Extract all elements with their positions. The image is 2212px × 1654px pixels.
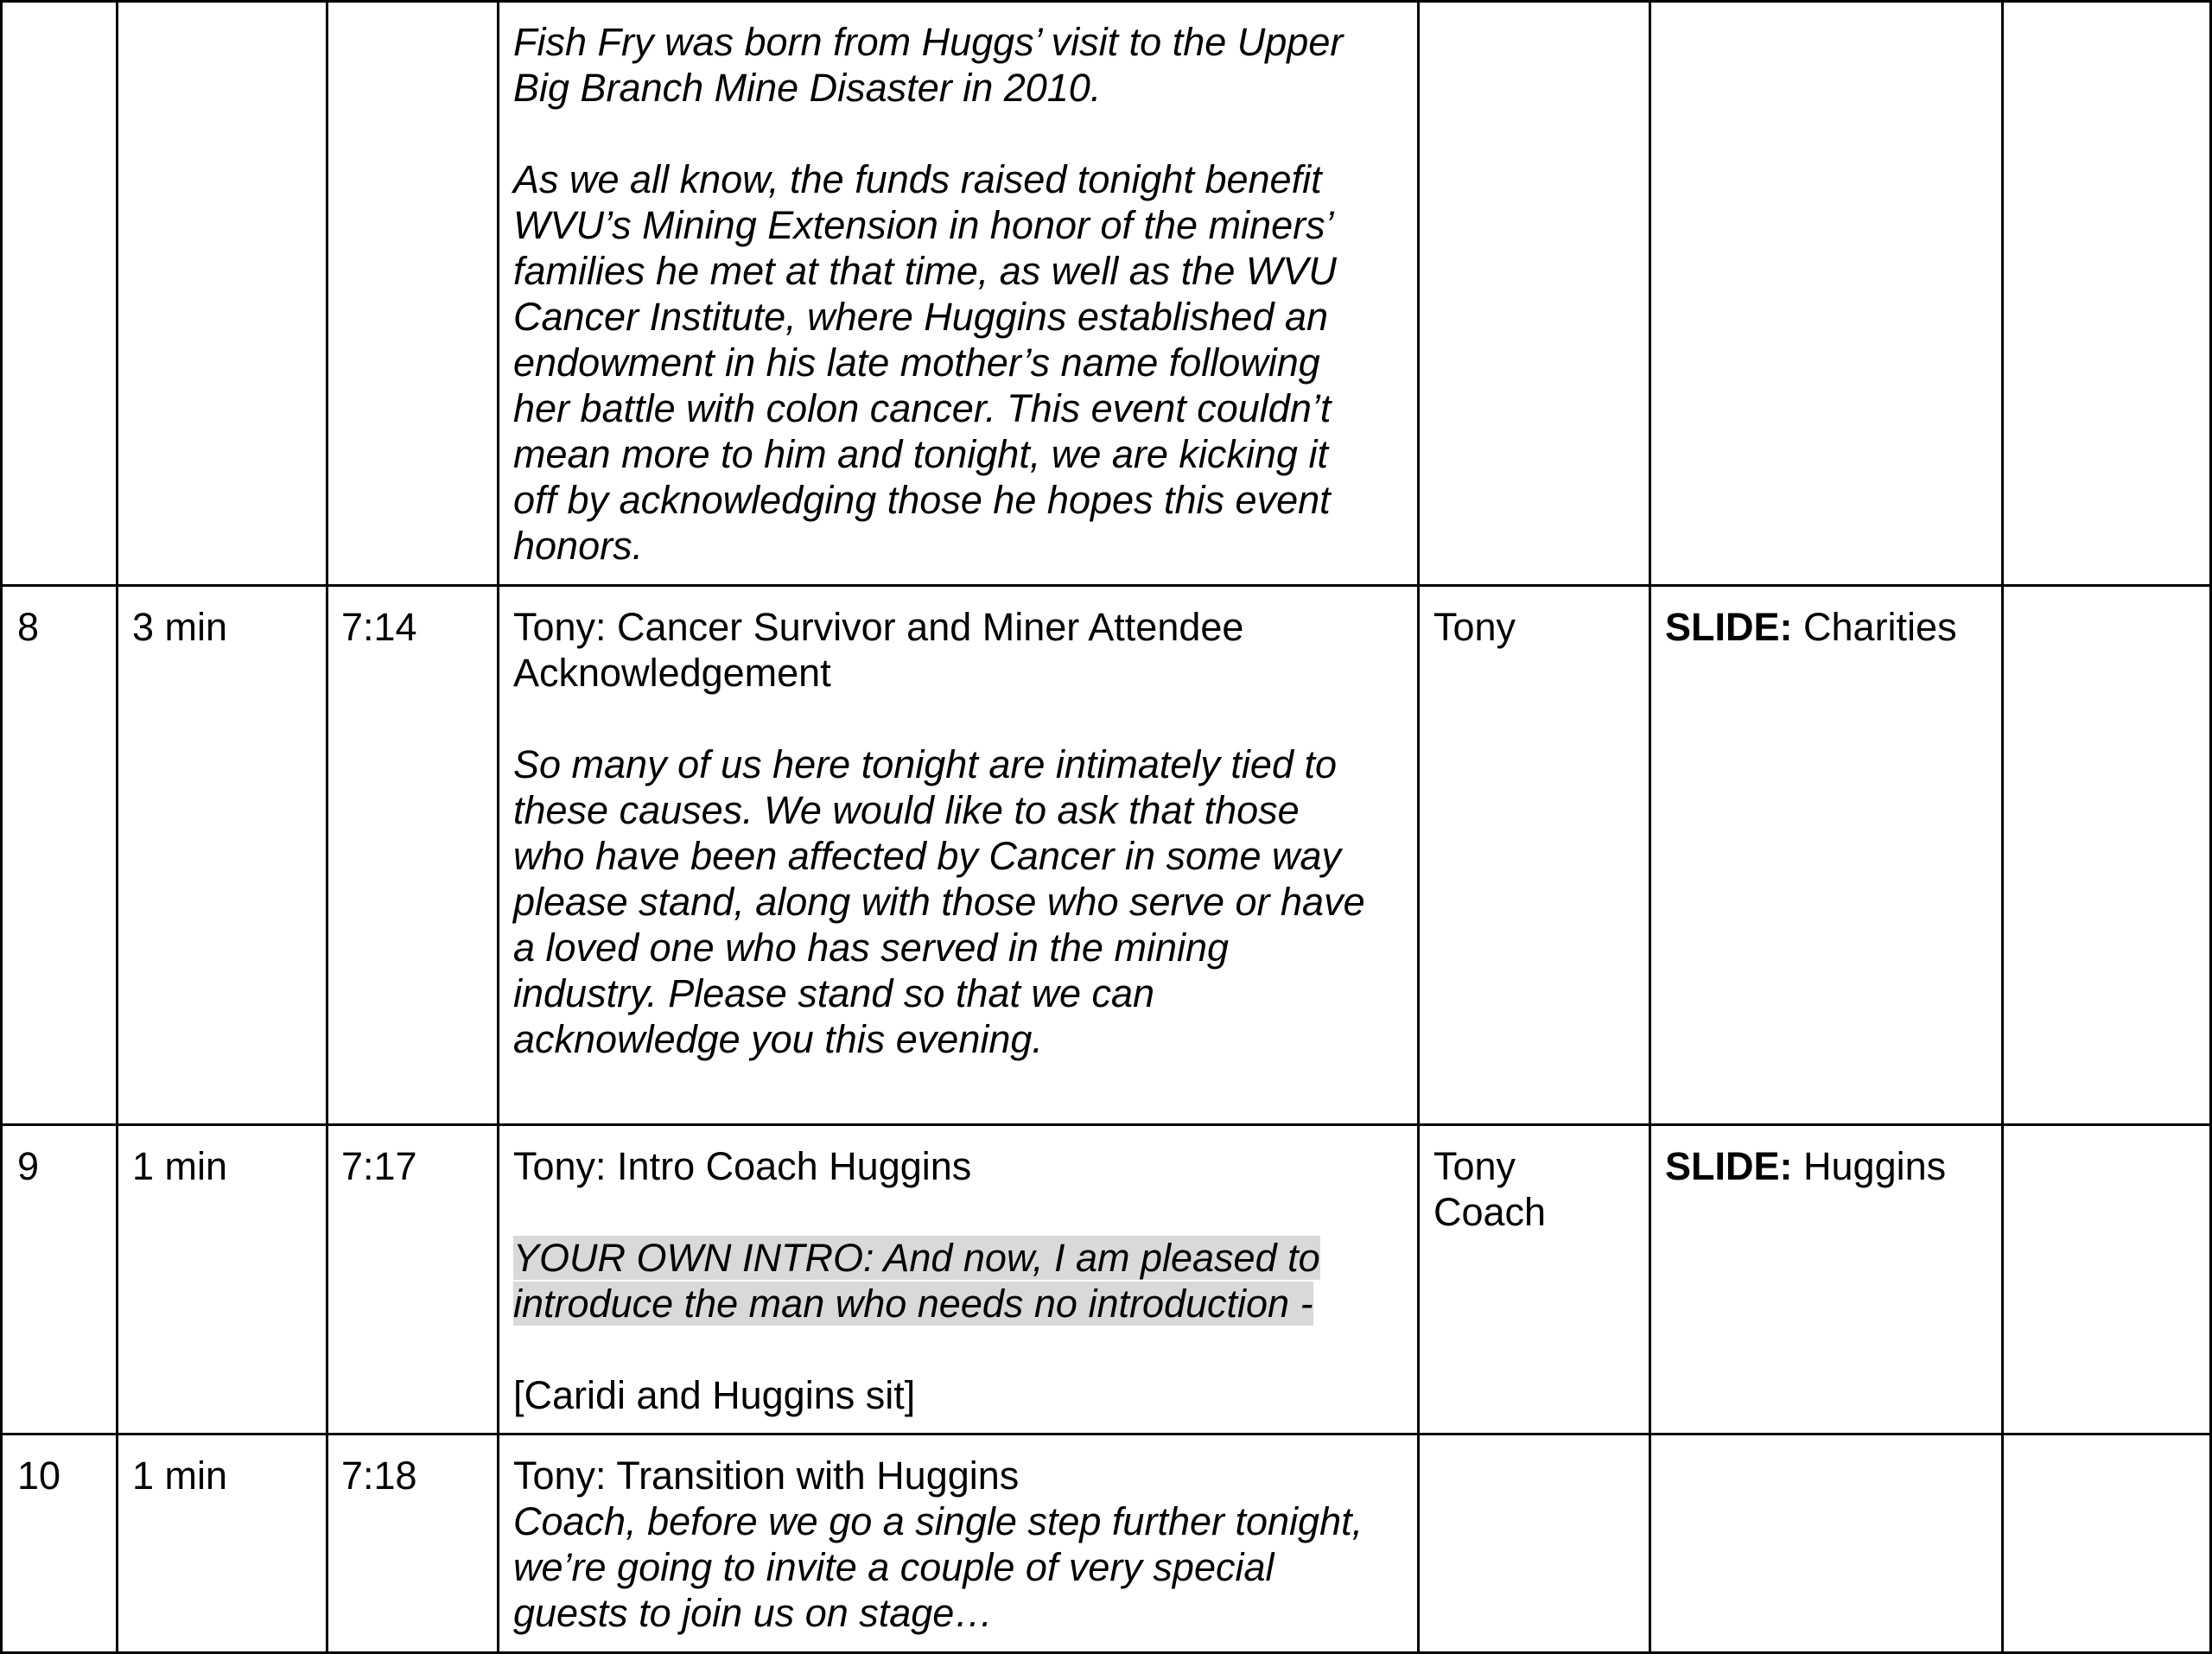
segment-duration: 1 min	[132, 1454, 228, 1498]
script-cell	[513, 1453, 1363, 1636]
column-border	[497, 0, 499, 1654]
highlighted-intro-line: introduce the man who needs no introduction -	[513, 1282, 1313, 1326]
column-border	[116, 0, 118, 1654]
script-line: a loved one who has served in the mining	[513, 926, 1230, 970]
script-line: So many of us here tonight are intimately tied to	[513, 742, 1338, 786]
segment-duration: 1 min	[132, 1144, 228, 1188]
segment-heading: Tony: Cancer Survivor and Miner Attendee	[513, 605, 1244, 649]
script-line: WVU’s Mining Extension in honor of the miners’	[513, 203, 1334, 247]
segment-time: 7:17	[341, 1144, 417, 1188]
segment-heading: Tony: Transition with Huggins	[513, 1454, 1020, 1498]
row-border	[0, 0, 2212, 3]
highlighted-intro-line: YOUR OWN INTRO: And now, I am pleased to	[513, 1236, 1320, 1280]
script-line: who have been affected by Cancer in some way	[513, 834, 1342, 878]
segment-time: 7:14	[341, 605, 417, 649]
script-line: off by acknowledging those he hopes this event	[513, 478, 1331, 522]
speaker-name: Tony	[1433, 1144, 1516, 1188]
row-border	[0, 1433, 2212, 1435]
stage-direction: [Caridi and Huggins sit]	[513, 1373, 916, 1417]
script-line: families he met at that time, as well as the WVU	[513, 249, 1337, 293]
segment-heading: Tony: Intro Coach Huggins	[513, 1144, 972, 1188]
column-border	[1417, 0, 1420, 1654]
segment-number: 8	[17, 605, 40, 649]
script-line: her battle with colon cancer. This event couldn’t	[513, 386, 1332, 430]
column-border	[1649, 0, 1651, 1654]
speaker-name: Coach	[1433, 1190, 1547, 1234]
segment-number: 9	[17, 1144, 40, 1188]
script-line: Big Branch Mine Disaster in 2010.	[513, 66, 1102, 110]
script-line: please stand, along with those who serve or have	[513, 880, 1365, 924]
script-line: Coach, before we go a single step further tonight,	[513, 1499, 1363, 1543]
script-cell	[513, 19, 1343, 569]
slide-cell	[1665, 1143, 1946, 1189]
slide-label: SLIDE:	[1665, 605, 1793, 649]
script-cell	[513, 604, 1365, 1062]
slide-cell	[1665, 604, 1957, 650]
segment-heading: Acknowledgement	[513, 651, 831, 695]
script-line: endowment in his late mother’s name following	[513, 340, 1320, 385]
speaker-cell	[1433, 1143, 1546, 1235]
script-cell	[513, 1143, 1320, 1418]
script-line: industry. Please stand so that we can	[513, 971, 1155, 1015]
script-line: these causes. We would like to ask that those	[513, 788, 1300, 832]
column-border	[2001, 0, 2004, 1654]
script-line: Cancer Institute, where Huggins established an	[513, 295, 1329, 339]
script-line: acknowledge you this evening.	[513, 1017, 1043, 1061]
script-line: mean more to him and tonight, we are kicking it	[513, 432, 1328, 476]
slide-value: Charities	[1792, 605, 1957, 649]
script-line: guests to join us on stage…	[513, 1591, 994, 1635]
row-border	[0, 584, 2212, 587]
script-line: As we all know, the funds raised tonight benefit	[513, 157, 1322, 201]
slide-value: Huggins	[1792, 1144, 1947, 1188]
segment-number: 10	[17, 1454, 61, 1498]
column-border	[326, 0, 328, 1654]
script-line: we’re going to invite a couple of very special	[513, 1545, 1274, 1589]
row-border	[0, 1123, 2212, 1126]
column-border	[0, 0, 3, 1654]
slide-label: SLIDE:	[1665, 1144, 1793, 1188]
script-line: honors.	[513, 524, 644, 568]
segment-time: 7:18	[341, 1454, 417, 1498]
segment-duration: 3 min	[132, 605, 228, 649]
script-line: Fish Fry was born from Huggs’ visit to the Upper	[513, 20, 1344, 64]
speaker-cell: Tony	[1433, 605, 1516, 649]
